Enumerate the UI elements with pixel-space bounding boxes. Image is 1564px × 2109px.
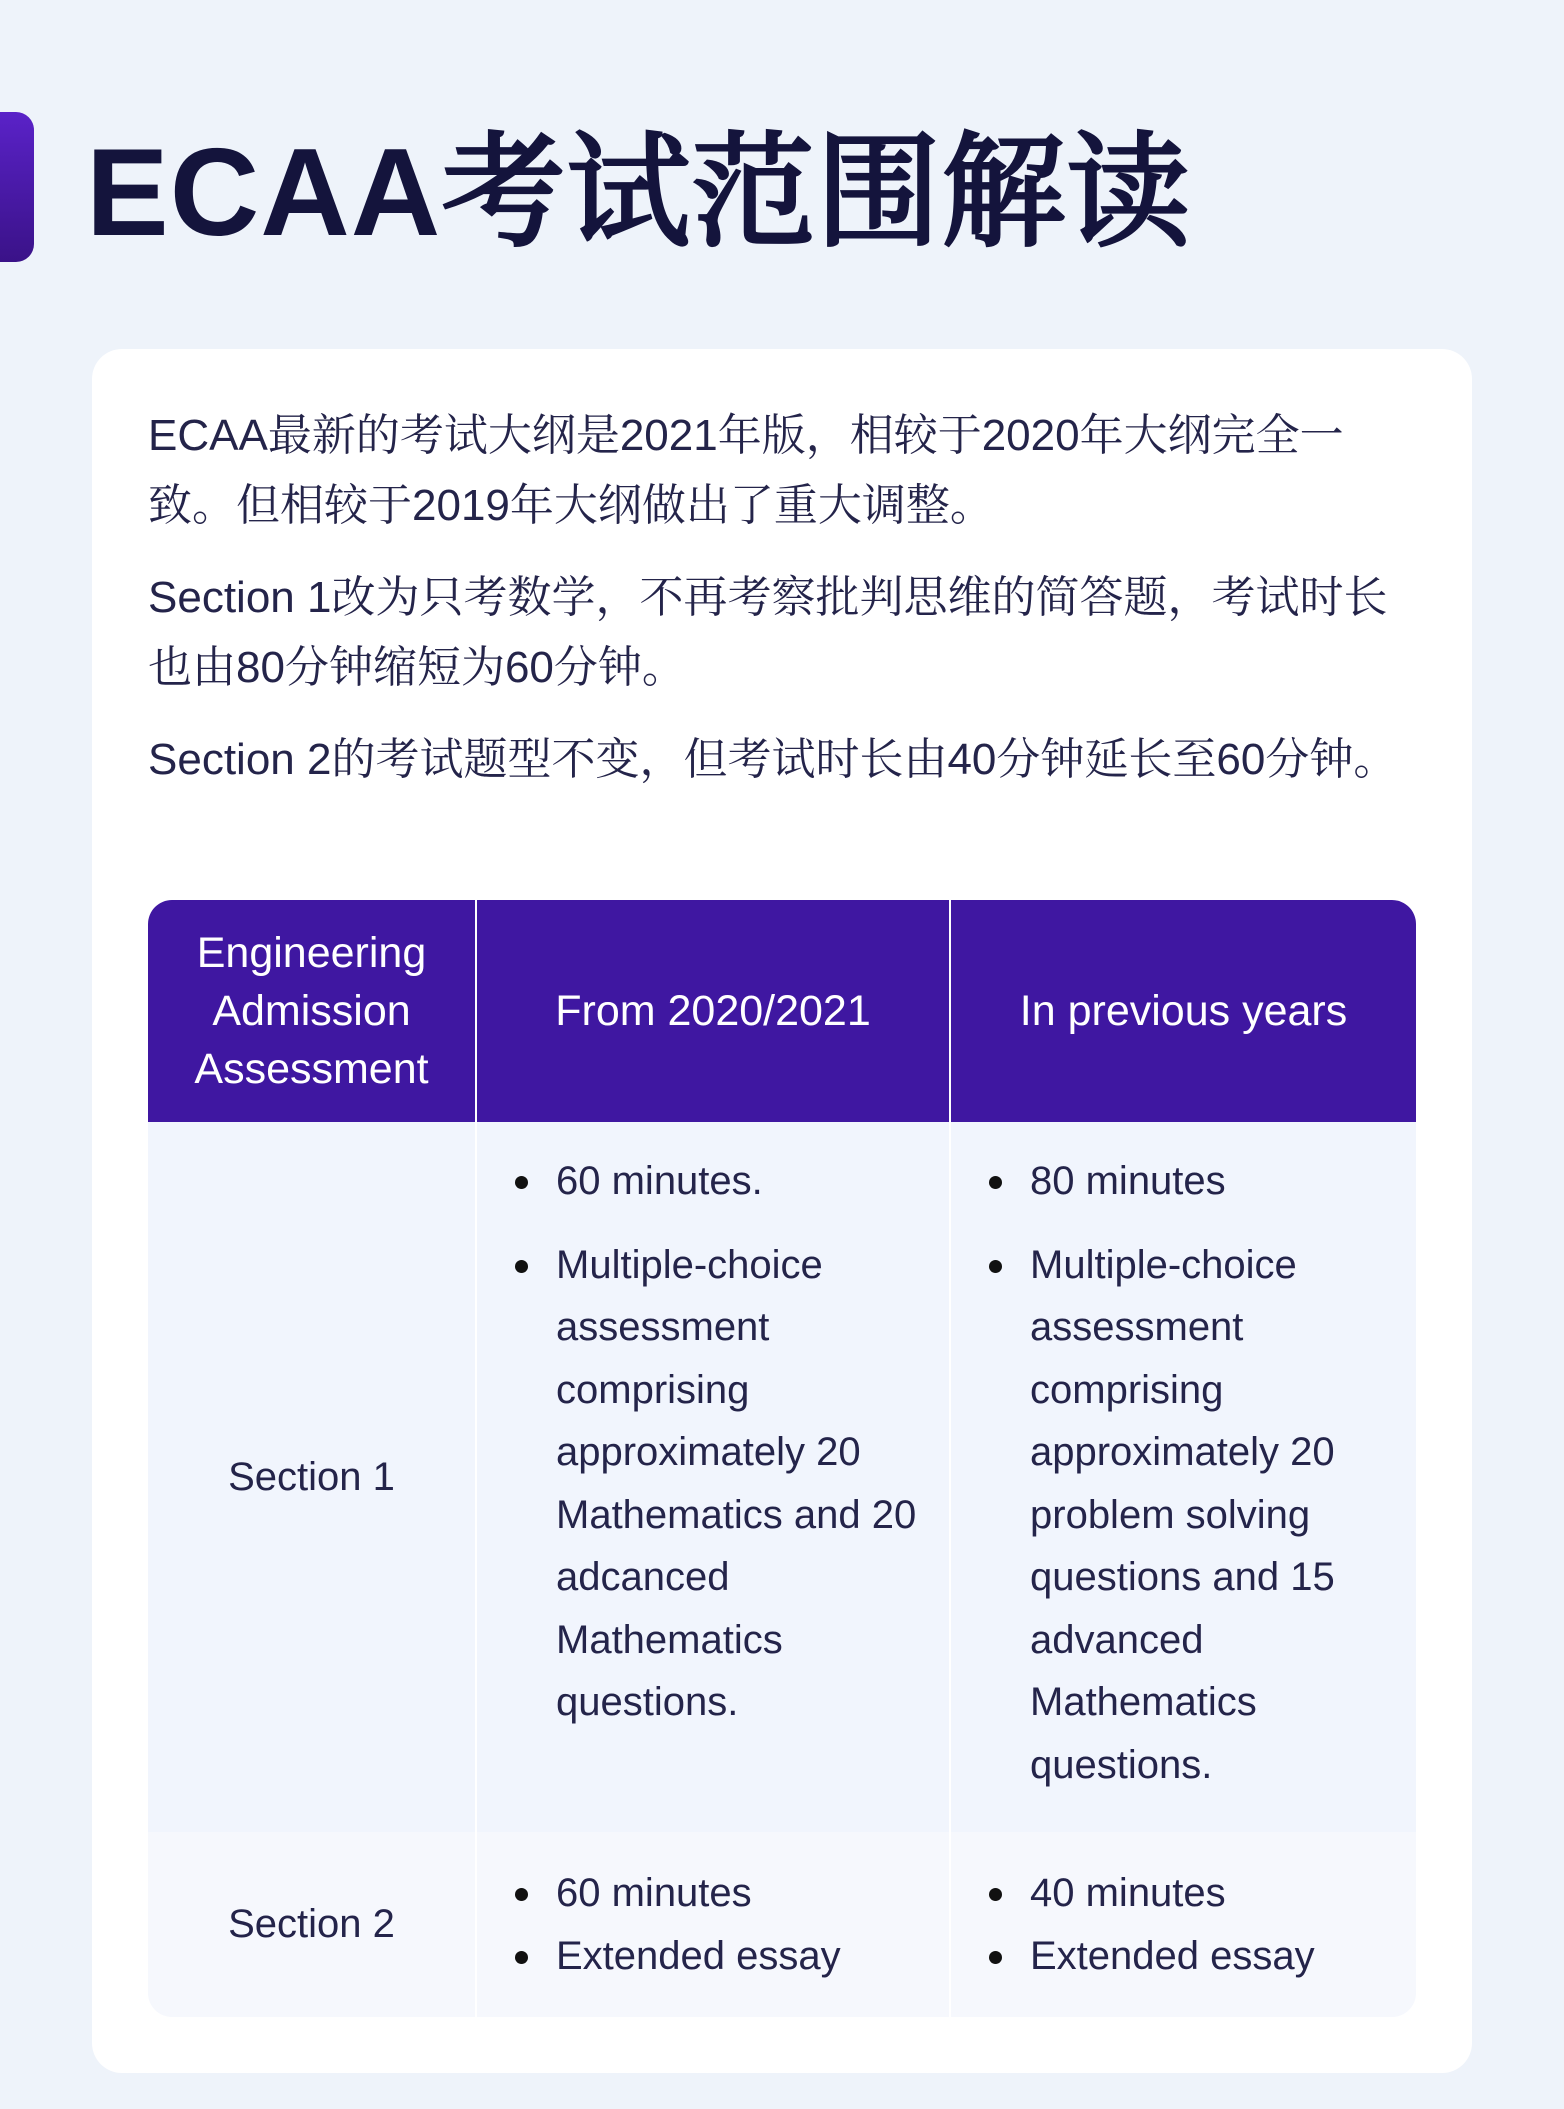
row-label: Section 2 [148,1832,476,2017]
intro-paragraph-2: Section 1改为只考数学，不再考察批判思维的简答题，考试时长也由80分钟缩短为60分钟。 [148,573,1388,692]
bullet-item: 60 minutes [477,1862,949,1925]
bullet-list [951,1832,1416,1987]
previous-cell [950,1122,1416,1832]
header-current: From 2020/2021 [476,900,950,1122]
bullet-list [477,1832,949,1987]
bullet-list [951,1122,1416,1796]
row-label: Section 1 [148,1122,476,1832]
title-accent-bar [0,112,34,262]
intro-text [148,401,1422,817]
header-previous: In previous years [950,900,1416,1122]
bullet-item: Multiple-choice assessment comprising approximately 20 Mathematics and 20 adcanced Mathematics questions. [477,1234,949,1734]
current-cell [476,1832,950,2017]
bullet-list [477,1122,949,1734]
previous-cell [950,1832,1416,2017]
bullet-item: Extended essay [951,1925,1416,1988]
bullet-item: 60 minutes. [477,1150,949,1213]
intro-paragraph-3: Section 2的考试题型不变，但考试时长由40分钟延长至60分钟。 [148,735,1398,784]
bullet-item: Extended essay [477,1925,949,1988]
comparison-table [148,900,1416,2017]
current-cell [476,1122,950,1832]
bullet-item: Multiple-choice assessment comprising approximately 20 problem solving questions and 15 advanced Mathematics questions. [951,1234,1416,1797]
bullet-item: 80 minutes [951,1150,1416,1213]
table-header-row [148,900,1416,1122]
content-card [92,349,1472,2073]
header-assessment: Engineering Admission Assessment [148,900,476,1122]
table-row-section-1 [148,1122,1416,1832]
intro-paragraph-1: ECAA最新的考试大纲是2021年版，相较于2020年大纲完全一致。但相较于2019年大纲做出了重大调整。 [148,411,1344,530]
bullet-item: 40 minutes [951,1862,1416,1925]
page-title: ECAA考试范围解读 [86,124,1192,262]
table-row-section-2 [148,1832,1416,2017]
